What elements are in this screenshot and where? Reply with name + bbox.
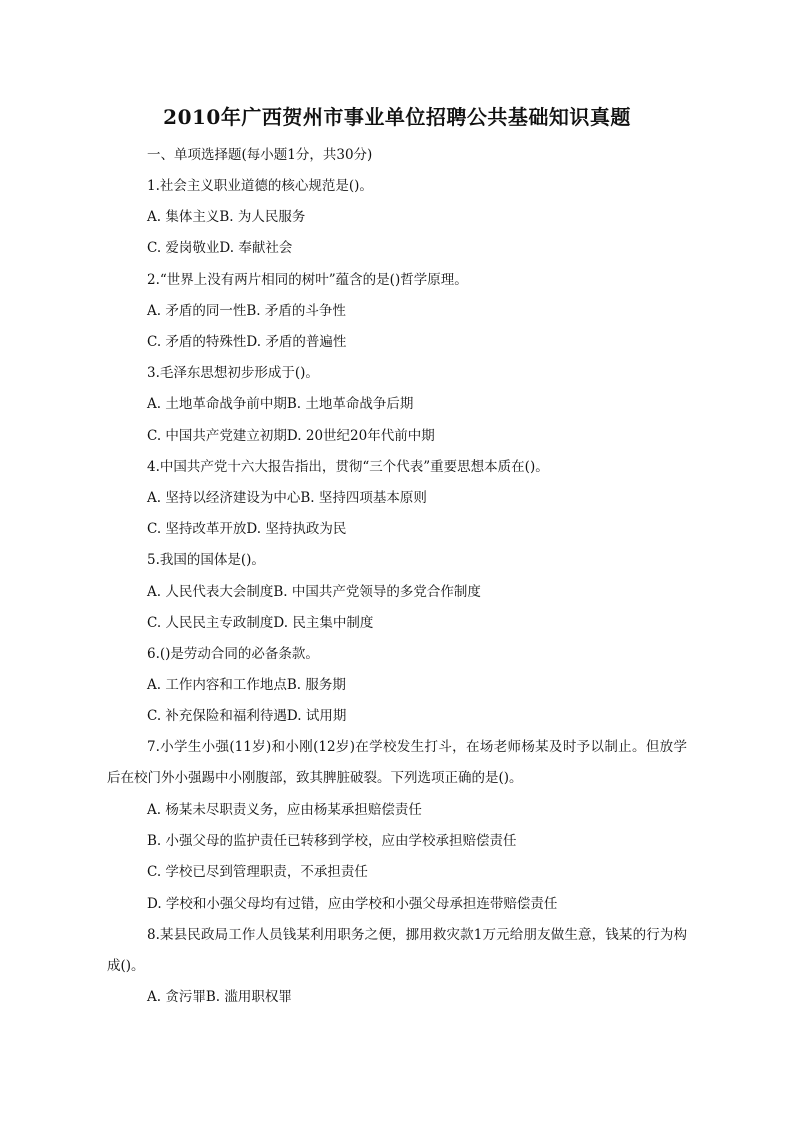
document-title: 2010年广西贺州市事业单位招聘公共基础知识真题 <box>163 105 631 129</box>
question-option: C. 爱岗敬业D. 奉献社会 <box>147 240 293 256</box>
question-option: A. 集体主义B. 为人民服务 <box>147 209 306 225</box>
question-stem: 1.社会主义职业道德的核心规范是()。 <box>147 178 373 194</box>
question-stem: 7.小学生小强(11岁)和小刚(12岁)在学校发生打斗，在场老师杨某及时予以制止。但放学后在校门外小强踢中小刚腹部，致其脾脏破裂。下列选项正确的是()。 <box>107 739 687 787</box>
question-option: A. 杨某未尽职责义务，应由杨某承担赔偿责任 <box>147 802 422 818</box>
question-option: C. 补充保险和福利待遇D. 试用期 <box>147 708 347 724</box>
question-stem: 3.毛泽东思想初步形成于()。 <box>147 365 319 381</box>
question-option: C. 人民民主专政制度D. 民主集中制度 <box>147 615 374 631</box>
question-option: C. 坚持改革开放D. 坚持执政为民 <box>147 521 347 537</box>
question-option: A. 矛盾的同一性B. 矛盾的斗争性 <box>147 303 346 319</box>
question-stem: 5.我国的国体是()。 <box>147 552 265 568</box>
question-option: A. 人民代表大会制度B. 中国共产党领导的多党合作制度 <box>147 584 481 600</box>
question-option: C. 中国共产党建立初期D. 20世纪20年代前中期 <box>147 428 435 444</box>
question-option: A. 工作内容和工作地点B. 服务期 <box>147 677 346 693</box>
question-option: D. 学校和小强父母均有过错，应由学校和小强父母承担连带赔偿责任 <box>147 896 558 912</box>
question-option: A. 贪污罪B. 滥用职权罪 <box>147 989 292 1005</box>
question-stem: 6.()是劳动合同的必备条款。 <box>147 646 319 662</box>
question-stem: 2.“世界上没有两片相同的树叶”蕴含的是()哲学原理。 <box>147 272 468 288</box>
question-option: B. 小强父母的监护责任已转移到学校，应由学校承担赔偿责任 <box>147 833 517 849</box>
section-heading: 一、单项选择题(每小题1分，共30分) <box>147 147 373 163</box>
question-stem: 4.中国共产党十六大报告指出，贯彻“三个代表”重要思想本质在()。 <box>147 459 549 475</box>
question-stem: 8.某县民政局工作人员钱某利用职务之便，挪用救灾款1万元给朋友做生意，钱某的行为构成()。 <box>107 927 687 975</box>
question-option: C. 矛盾的特殊性D. 矛盾的普遍性 <box>147 334 347 350</box>
question-option: A. 坚持以经济建设为中心B. 坚持四项基本原则 <box>147 490 427 506</box>
question-option: C. 学校已尽到管理职责，不承担责任 <box>147 864 368 880</box>
question-option: A. 土地革命战争前中期B. 土地革命战争后期 <box>147 396 414 412</box>
